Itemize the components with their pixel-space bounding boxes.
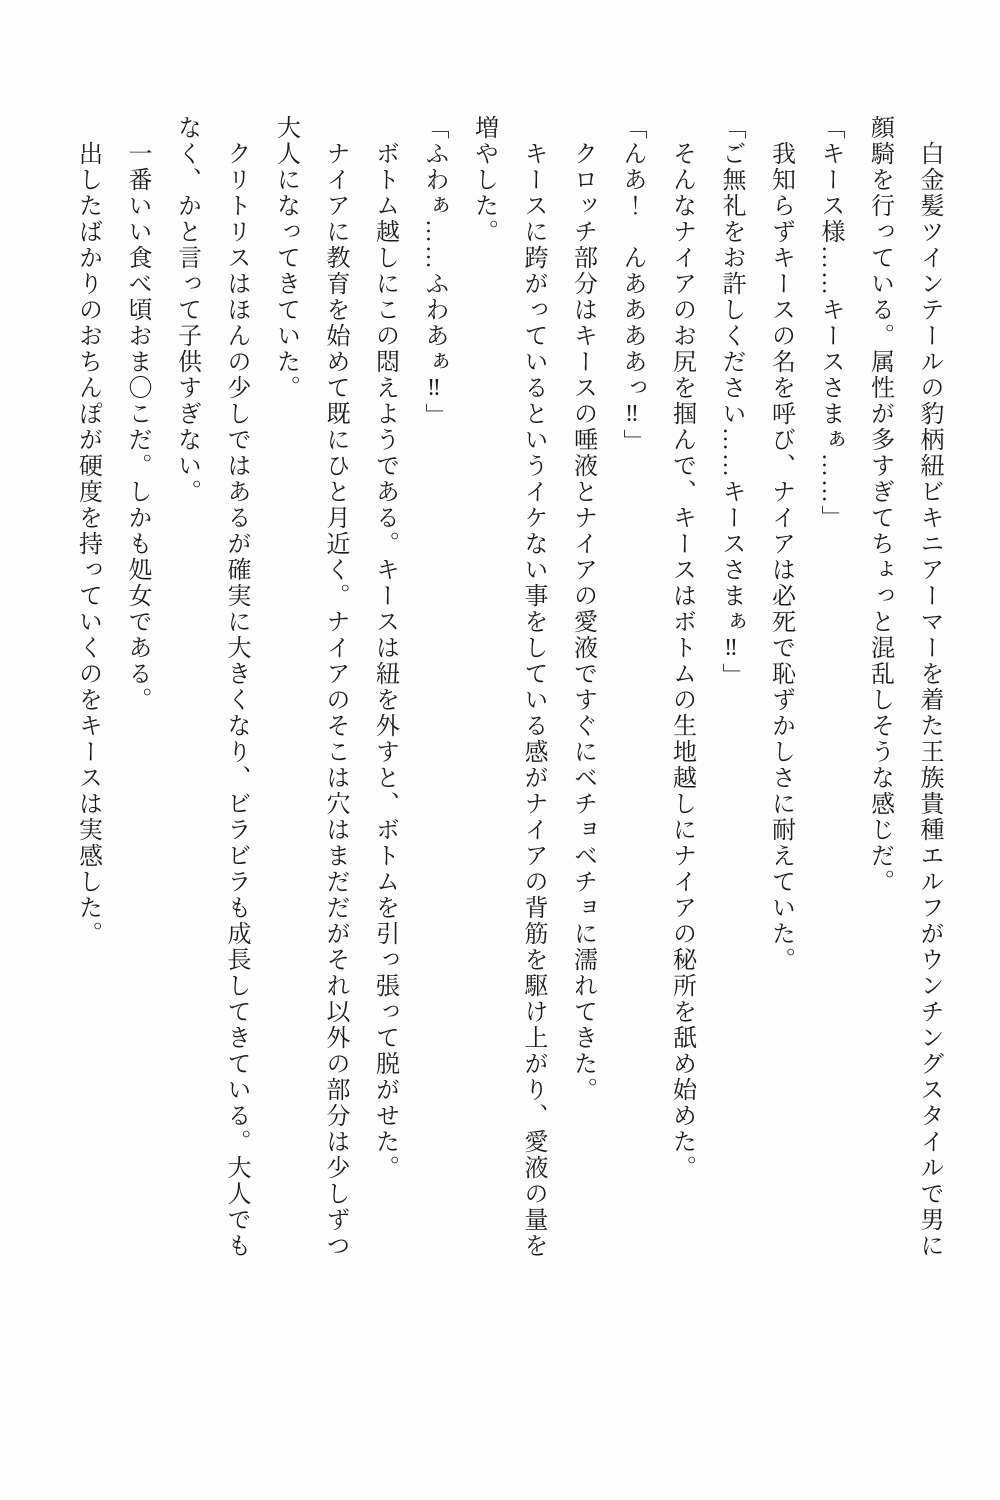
vertical-text-block: [62, 115, 953, 1261]
paragraph: キースに跨がっているというイケない事をしている感がナイアの背筋を駆け上がり、愛液の量を増やした。: [470, 115, 546, 1259]
paragraph: 白金髪ツインテールの豹柄紐ビキニアーマーを着た王族貴種エルフがウンチングスタイルで男に顔騎を行っている。属性が多すぎてちょっと混乱しそうな感じだ。: [866, 115, 942, 1259]
dialogue-paragraph: 「キース様……キースさまぁ……」: [817, 115, 843, 531]
paragraph: ナイアに教育を始めて既にひと月近く。ナイアのそこは穴はまだだがそれ以外の部分は少しずつ大人になってきていた。: [272, 115, 348, 1259]
paragraph: 出したばかりのおちんぽが硬度を持っていくのをキースは実感した。: [74, 141, 101, 947]
dialogue-paragraph: 「んあ！ んああああっ‼」: [619, 115, 645, 455]
dialogue-paragraph: 「ご無礼をお許しください……キースさまぁ‼」: [718, 115, 744, 689]
paragraph: クリトリスはほんの少しではあるが確実に大きくなり、ビラビラも成長してきている。大人でもなく、かと言って子供すぎない。: [173, 115, 249, 1259]
paragraph: ボトム越しにこの悶えようである。キースは紐を外すと、ボトムを引っ張って脱がせた。: [371, 141, 398, 1181]
dialogue-paragraph: 「ふわぁ……ふわあぁ‼」: [421, 115, 447, 429]
paragraph: クロッチ部分はキースの唾液とナイアの愛液ですぐにベチョベチョに濡れてきた。: [569, 141, 596, 1103]
paragraph: そんなナイアのお尻を掴んで、キースはボトムの生地越しにナイアの秘所を舐め始めた。: [668, 141, 695, 1181]
paragraph: 我知らずキースの名を呼び、ナイアは必死で恥ずかしさに耐えていた。: [767, 141, 794, 973]
paragraph: 一番いい食べ頃おま〇こだ。しかも処女である。: [124, 141, 150, 713]
